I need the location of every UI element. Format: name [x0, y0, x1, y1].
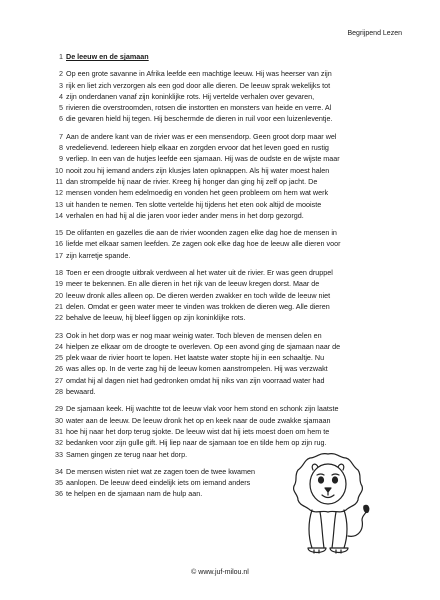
line-text: De mensen wisten niet wat ze zagen toen de twee kwamen — [66, 466, 255, 476]
line-text: rijk en liet zich verzorgen als een god door alle dieren. De leeuw sprak wekelijks tot — [66, 80, 331, 90]
footer-copyright: © www.juf-milou.nl — [191, 569, 249, 576]
text-line — [55, 165, 411, 176]
subject-label: Begrijpend Lezen — [347, 30, 402, 37]
line-number: 15 — [55, 228, 63, 238]
story-title: De leeuw en de sjamaan — [66, 52, 149, 61]
line-text: zijn onderdanen vanaf zijn koninklijke rots. Hij vertelde verhalen over gevaren, — [66, 91, 315, 101]
line-number: 35 — [55, 478, 63, 488]
line-text: water aan de leeuw. De leeuw dronk het op en keek naar de oude zwakke sjamaan — [66, 415, 331, 425]
line-number: 17 — [55, 250, 63, 260]
line-number: 18 — [55, 268, 63, 278]
line-number: 4 — [59, 91, 63, 101]
line-text: delen. Omdat er geen water meer te vinden was trokken de dieren weg. Alle dieren — [66, 301, 330, 311]
line-text: Toen er een droogte uitbrak verdween al het water uit de rivier. Er was geen druppel — [66, 268, 333, 278]
lion-illustration — [286, 450, 370, 560]
line-text: liefde met elkaar samen leefden. Ze zagen ook elke dag hoe de leeuw alle dieren voor — [66, 239, 341, 249]
line-number: 25 — [55, 353, 63, 363]
line-number: 7 — [59, 131, 63, 141]
line-number: 34 — [55, 466, 63, 476]
text-line — [55, 187, 411, 198]
line-text: omdat hij al dagen niet had gedronken omdat hij niks van zijn voorraad water had — [66, 375, 325, 385]
line-number: 28 — [55, 387, 63, 397]
text-line — [59, 142, 411, 153]
line-number: 6 — [59, 114, 63, 124]
line-text: Op een grote savanne in Afrika leefde een machtige leeuw. Hij was heerser van zijn — [66, 69, 332, 79]
line-number: 31 — [55, 426, 63, 436]
line-number: 33 — [55, 449, 63, 459]
story-title-line — [59, 51, 411, 62]
text-line — [55, 426, 411, 437]
line-number: 29 — [55, 404, 63, 414]
text-line — [55, 341, 411, 352]
line-number: 3 — [59, 80, 63, 90]
line-text: bewaard. — [66, 387, 96, 397]
text-line — [55, 278, 411, 289]
text-line — [55, 437, 411, 448]
text-line — [59, 68, 411, 79]
line-number: 26 — [55, 364, 63, 374]
line-number: 8 — [59, 143, 63, 153]
line-text: rivieren die overstroomden, rotsen die instortten en monsters van heide en verre. Al — [66, 103, 332, 113]
text-line — [55, 290, 411, 301]
line-number: 24 — [55, 341, 63, 351]
text-line — [59, 91, 411, 102]
text-line — [55, 352, 411, 363]
line-text: hielpen ze elkaar om de droogte te overleven. Op een avond ging de sjamaan naar de — [66, 341, 341, 351]
line-text: uit handen te nemen. Ten slotte vertelde hij tijdens het eten ook altijd de mooiste — [66, 199, 322, 209]
text-line — [55, 386, 411, 397]
text-line — [55, 301, 411, 312]
story-body — [55, 68, 411, 499]
text-line — [55, 238, 411, 249]
line-number: 14 — [55, 210, 63, 220]
line-text: die gevaren hield hij tegen. Hij beschermde de dieren in ruil voor een luizenleventje. — [66, 114, 333, 124]
story-document — [55, 51, 411, 500]
line-text: nooit zou hij iemand anders zijn klusjes laten opknappen. Als hij water moest halen — [66, 165, 330, 175]
line-text: De olifanten en gazelles die aan de rivier woonden zagen elke dag hoe de mensen in — [66, 228, 337, 238]
line-text: bedanken voor zijn gulle gift. Hij liep naar de sjamaan toe en tilde hem op zijn rug. — [66, 438, 327, 448]
line-number: 11 — [55, 176, 63, 186]
line-number: 13 — [55, 199, 63, 209]
line-text: verhalen en had hij al die jaren voor ieder ander mens in het dorp gezorgd. — [66, 210, 304, 220]
line-number: 5 — [59, 103, 63, 113]
line-text: aanlopen. De leeuw deed eindelijk iets om iemand anders — [66, 478, 251, 488]
line-text: De sjamaan keek. Hij wachtte tot de leeuw vlak voor hem stond en schonk zijn laatste — [66, 404, 339, 414]
text-line — [55, 363, 411, 374]
line-text: was alles op. In de verte zag hij de leeuw komen aanstrompelen. Hij was verzwakt — [66, 364, 328, 374]
line-text: hoe hij naar het dorp terug sjokte. De leeuw wist dat hij iets moest doen om hem te — [66, 426, 330, 436]
text-line — [55, 210, 411, 221]
text-line — [59, 113, 411, 124]
line-text: Aan de andere kant van de rivier was er een mensendorp. Geen groot dorp maar wel — [66, 131, 337, 141]
line-text: zijn karretje spande. — [66, 250, 131, 260]
line-number: 20 — [55, 290, 63, 300]
line-number: 9 — [59, 154, 63, 164]
text-line — [55, 403, 411, 414]
line-text: Samen gingen ze terug naar het dorp. — [66, 449, 188, 459]
line-number: 2 — [59, 69, 63, 79]
line-number: 22 — [55, 313, 63, 323]
text-line — [55, 199, 411, 210]
line-number: 1 — [59, 52, 63, 61]
text-line — [59, 80, 411, 91]
line-text: mensen vonden hem edelmoedig en vonden het geen probleem om hem wat werk — [66, 188, 329, 198]
text-line — [55, 415, 411, 426]
line-number: 19 — [55, 279, 63, 289]
line-number: 30 — [55, 415, 63, 425]
line-number: 16 — [55, 239, 63, 249]
line-text: Ook in het dorp was er nog maar weinig water. Toch bleven de mensen delen en — [66, 330, 322, 340]
line-text: leeuw dronk alles alleen op. De dieren werden zwakker en toch wilde de leeuw niet — [66, 290, 331, 300]
line-number: 36 — [55, 489, 63, 499]
line-text: meer te bekennen. En alle dieren in het rijk van de leeuw kregen dorst. Maar de — [66, 279, 320, 289]
line-number: 23 — [55, 330, 63, 340]
line-number: 12 — [55, 188, 63, 198]
line-text: plek waar de rivier hoort te lopen. Het laatste water stopte hij in een schaaltje. Nu — [66, 353, 325, 363]
text-line — [59, 102, 411, 113]
line-number: 27 — [55, 375, 63, 385]
line-text: behalve de leeuw, hij bleef liggen op zijn koninklijke rots. — [66, 313, 246, 323]
line-text: te helpen en de sjamaan nam de hulp aan. — [66, 489, 203, 499]
text-line — [55, 250, 411, 261]
text-line — [55, 330, 411, 341]
text-line — [55, 176, 411, 187]
text-line — [59, 153, 411, 164]
text-line — [55, 375, 411, 386]
text-line — [55, 227, 411, 238]
text-line — [59, 131, 411, 142]
line-number: 21 — [55, 301, 63, 311]
text-line — [55, 267, 411, 278]
text-line — [55, 312, 411, 323]
line-text: verliep. In een van de hutjes leefde een sjamaan. Hij was de oudste en de wijste maar — [66, 154, 340, 164]
line-text: vredelievend. Iedereen hielp elkaar en zorgden ervoor dat het leven goed en rustig — [66, 143, 329, 153]
line-number: 32 — [55, 438, 63, 448]
line-number: 10 — [55, 165, 63, 175]
line-text: dan strompelde hij naar de rivier. Kreeg hij honger dan ging hij zelf op jacht. De — [66, 176, 318, 186]
